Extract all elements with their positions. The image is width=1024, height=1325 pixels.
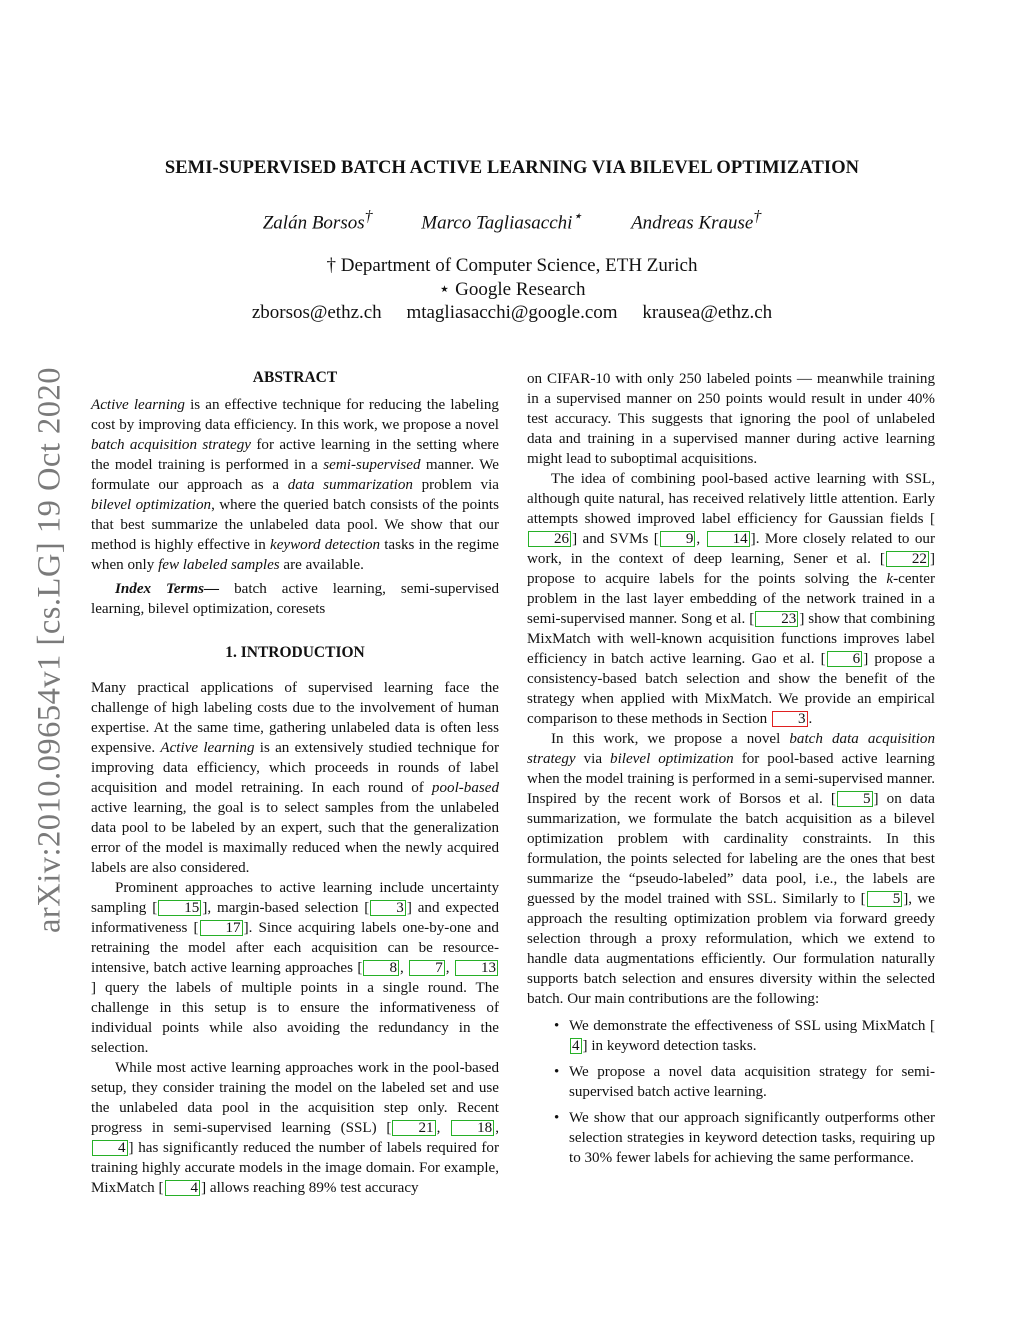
citation-link[interactable]: 17 [200, 920, 243, 936]
email: krausea@ethz.ch [642, 302, 773, 323]
abstract-body: Active learning is an effective technique for reducing the labeling cost by improving data efficiency. In this work, we propose a novel batch acquisition strategy for active learning in the setting where the model training is performed in a semi-supervised manner. We formulate our approach as a data summarization problem via bilevel optimization, where the queried batch consists of the points that best summarize the unlabeled data pool. We show that our method is highly effective in keyword detection tasks in the regime when only few labeled samples are available. [91, 397, 500, 573]
citation-link[interactable]: 4 [572, 1038, 580, 1054]
affiliation-google: ⋆ Google Research [438, 278, 586, 300]
citation-link[interactable]: 5 [837, 791, 873, 807]
author: Marco Tagliasacchi⋆ [421, 208, 583, 234]
citation-link[interactable]: 23 [755, 611, 798, 627]
citation-link[interactable]: 6 [827, 651, 863, 667]
intro-paragraph: on CIFAR-10 with only 250 labeled points — meanwhile training in a supervised manner on 250 points would result in under 40% test accuracy. This suggests that ignoring the pool of unlabeled data and training in a supervised manner during active learning might lead to suboptimal acquisitions. [527, 371, 935, 467]
email: zborsos@ethz.ch [251, 302, 382, 323]
list-item: • We show that our approach significantly outperforms other selection strategies in keyword detection tasks, requiring up to 30% fewer labels for achieving the same performance. [527, 1108, 935, 1168]
affiliation-eth: † Department of Computer Science, ETH Zurich [326, 255, 698, 276]
author: Andreas Krause† [631, 208, 762, 234]
paper-title: SEMI-SUPERVISED BATCH ACTIVE LEARNING VIA BILEVEL OPTIMIZATION [164, 158, 860, 178]
citation-link[interactable]: 4 [92, 1140, 128, 1156]
citation-link[interactable]: 26 [528, 531, 571, 547]
affiliations [0, 254, 1024, 325]
email: mtagliasacchi@google.com [406, 302, 618, 323]
intro-paragraph: In this work, we propose a novel batch data acquisition strategy via bilevel optimization for pool-based active learning when the model training is performed in a semi-supervised manner. Inspired by the recent work of Borsos et al. [ 5 ] on data summarization, we formulate the batch acquisition as a bilevel optimization problem with cardinality constraints. In this formulation, the points selected for labeling are the ones that best summarize the “pseudo-labeled” data pool, i.e., the labels are guessed by the model trained with SSL. Similarly to [ 5 ], we approach the resulting optimization problem via forward greedy selection through a proxy reformulation, which we extend to handle data augmentations efficiently. Our formulation naturally supports batch selection and ensures diversity within the selected batch. Our main contributions are the following: [527, 731, 935, 1007]
citation-link[interactable]: 3 [370, 900, 406, 916]
section-link[interactable]: 3 [772, 711, 808, 727]
citation-link[interactable]: 4 [165, 1180, 201, 1196]
abstract-heading: ABSTRACT [252, 369, 338, 386]
list-item: • We propose a novel data acquisition strategy for semi-supervised batch active learning. [527, 1062, 935, 1102]
author-list [0, 206, 1024, 234]
citation-link[interactable]: 13 [455, 960, 498, 976]
email-list [0, 301, 1024, 325]
intro-heading: 1. INTRODUCTION [225, 644, 365, 661]
citation-link[interactable]: 21 [392, 1120, 435, 1136]
intro-paragraph: While most active learning approaches work in the pool-based setup, they consider training the model on the labeled set and use the unlabeled data pool in the acquisition step only. Recent progress in semi-supervised learning (SSL) [ 21 , 18 , 4 ] has significantly reduced the number of labels required for training highly accurate models in the image domain. For example, MixMatch [ 4 ] allows reaching 89% test accuracy [91, 1060, 499, 1196]
citation-link[interactable]: 7 [409, 960, 445, 976]
intro-paragraph: The idea of combining pool-based active learning with SSL, although quite natural, has received relatively little attention. Early attempts showed improved label efficiency for Gaussian fields [26 ] and SVMs [ 9 , 14 ]. More closely related to our work, in the context of deep learning, Sener et al. [ 22 ] propose to acquire labels for the points solving the k-center problem in the last layer embedding of the network trained in a semi-supervised manner. Song et al. [ 23 ] show that combining MixMatch with well-known acquisition functions improves label efficiency in batch active learning. Gao et al. [ 6 ] propose a consistency-based batch selection and show the benefit of the strategy when applied with MixMatch. We provide an empirical comparison to these methods in Section 3 . [527, 471, 935, 727]
citation-link[interactable]: 9 [660, 531, 696, 547]
intro-paragraph: Prominent approaches to active learning include uncertainty sampling [ 15 ], margin-based selection [ 3 ] and expected informativeness [ 17 ]. Since acquiring labels one-by-one and retraining the model after each acquisition can be resource-intensive, batch active learning approaches [ 8 , 7 , 13] query the labels of multiple points in a single round. The challenge in this setup is to ensure the informativeness of individual points while also avoiding the redundancy in the selection. [91, 880, 499, 1056]
index-terms-label: Index Terms— [115, 581, 220, 597]
citation-link[interactable]: 5 [867, 891, 903, 907]
right-column [527, 369, 935, 1174]
citation-link[interactable]: 15 [158, 900, 201, 916]
list-item: • We demonstrate the effectiveness of SSL using MixMatch [4 ] in keyword detection tasks. [527, 1016, 935, 1056]
intro-paragraph: Many practical applications of supervised learning face the challenge of high labeling costs due to the involvement of human expertise. At the same time, gathering unlabeled data is often less expensive. Active learning is an extensively studied technique for improving data efficiency, which proceeds in rounds of label acquisition and model retraining. In each round of pool-based active learning, the goal is to select samples from the unlabeled data pool to be labeled by an expert, such that the generalization error of the model is maximally reduced when the newly acquired labels are also considered. [91, 680, 499, 876]
citation-link[interactable]: 8 [363, 960, 399, 976]
author: Zalán Borsos† [262, 208, 373, 234]
left-column [91, 368, 499, 1198]
citation-link[interactable]: 22 [886, 551, 929, 567]
arxiv-identifier: arXiv:2010.09654v1 [cs.LG] 19 Oct 2020 [31, 367, 68, 933]
index-terms: Index Terms— batch active learning, semi-supervised learning, bilevel optimization, coresets [91, 581, 500, 617]
citation-link[interactable]: 18 [451, 1120, 494, 1136]
contributions-list [527, 1016, 935, 1168]
citation-link[interactable]: 14 [707, 531, 750, 547]
